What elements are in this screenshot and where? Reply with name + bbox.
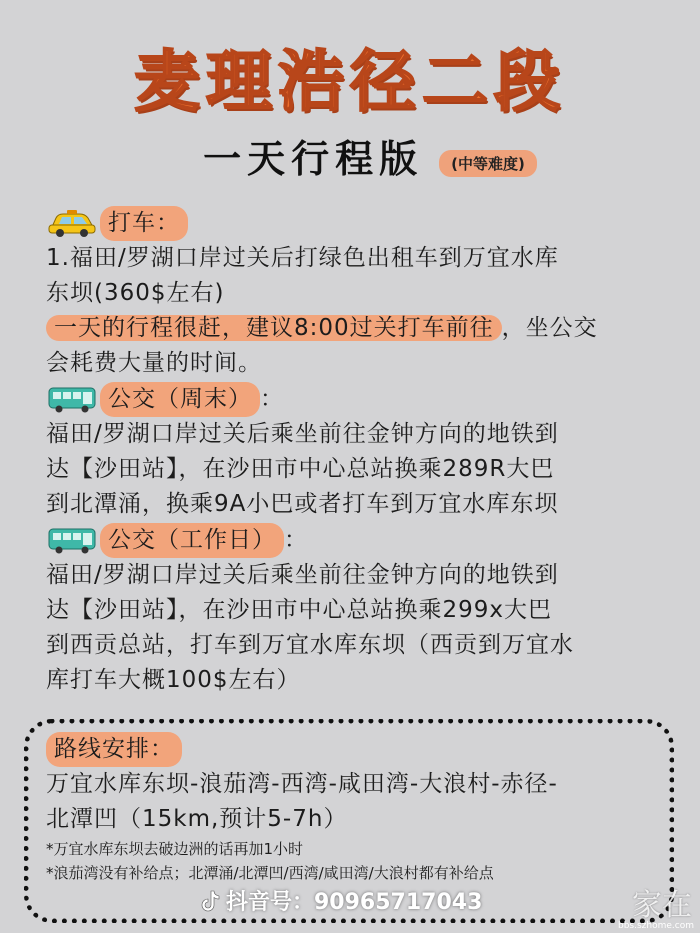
route-section bbox=[46, 731, 658, 885]
transport-section bbox=[46, 205, 666, 698]
bus-workday-heading bbox=[46, 522, 666, 558]
taxi-line-3 bbox=[46, 311, 666, 346]
page-subtitle: 一天行程版 bbox=[203, 137, 424, 181]
route-note-1: *万宜水库东坝去破边洲的话再加1小时 bbox=[46, 840, 304, 858]
bus-weekend-line-1: 福田/罗湖口岸过关后乘坐前往金钟方向的地铁到 bbox=[46, 421, 559, 447]
watermark-text: 抖音号：90965717043 bbox=[226, 890, 483, 915]
site-watermark: 家在 bbox=[632, 888, 692, 923]
route-line-1: 万宜水库东坝-浪茄湾-西湾-咸田湾-大浪村-赤径- bbox=[46, 771, 558, 797]
route-line-2: 北潭凹（15km,预计5-7h） bbox=[46, 806, 348, 832]
route-note-2: *浪茄湾没有补给点；北潭涌/北潭凹/西湾/咸田湾/大浪村都有补给点 bbox=[46, 864, 494, 882]
bus-workday-line-2: 达【沙田站】，在沙田市中心总站换乘299x大巴 bbox=[46, 597, 553, 623]
taxi-line-3-rest: ，坐公交 bbox=[501, 315, 598, 341]
bus-workday-colon: ： bbox=[284, 526, 308, 553]
site-url: bbs.szhome.com bbox=[618, 921, 694, 931]
bus-workday-line-1: 福田/罗湖口岸过关后乘坐前往金钟方向的地铁到 bbox=[46, 562, 559, 588]
douyin-watermark bbox=[200, 885, 482, 916]
bus-weekend-line-2: 达【沙田站】，在沙田市中心总站换乘289R大巴 bbox=[46, 456, 555, 482]
taxi-icon bbox=[46, 209, 98, 237]
taxi-label: 打车： bbox=[100, 206, 188, 241]
bus-weekend-line-3: 到北潭涌，换乘9A小巴或者打车到万宜水库东坝 bbox=[46, 491, 559, 517]
bus-weekend-heading bbox=[46, 381, 666, 417]
route-label: 路线安排： bbox=[46, 732, 182, 767]
taxi-line-1: 1.福田/罗湖口岸过关后打绿色出租车到万宜水库 bbox=[46, 245, 559, 271]
tiktok-icon bbox=[200, 890, 220, 912]
taxi-line-4: 会耗费大量的时间。 bbox=[46, 350, 262, 376]
bus-workday-line-3: 到西贡总站，打车到万宜水库东坝（西贡到万宜水 bbox=[46, 632, 574, 658]
taxi-line-2: 东坝(360$左右) bbox=[46, 280, 225, 306]
bus-icon bbox=[46, 526, 98, 554]
page-title: 麦理浩径二段 bbox=[134, 43, 566, 120]
taxi-highlight: 一天的行程很赶，建议8:00过关打车前往 bbox=[46, 315, 502, 341]
bus-weekend-colon: ： bbox=[260, 385, 284, 412]
subtitle-row bbox=[0, 128, 700, 183]
bus-icon bbox=[46, 385, 98, 413]
bus-workday-label: 公交（工作日） bbox=[100, 523, 284, 558]
difficulty-badge: (中等难度) bbox=[439, 150, 537, 177]
bus-workday-line-4: 库打车大概100$左右） bbox=[46, 667, 301, 693]
taxi-heading bbox=[46, 205, 666, 241]
bus-weekend-label: 公交（周末） bbox=[100, 382, 260, 417]
route-heading bbox=[46, 731, 658, 767]
